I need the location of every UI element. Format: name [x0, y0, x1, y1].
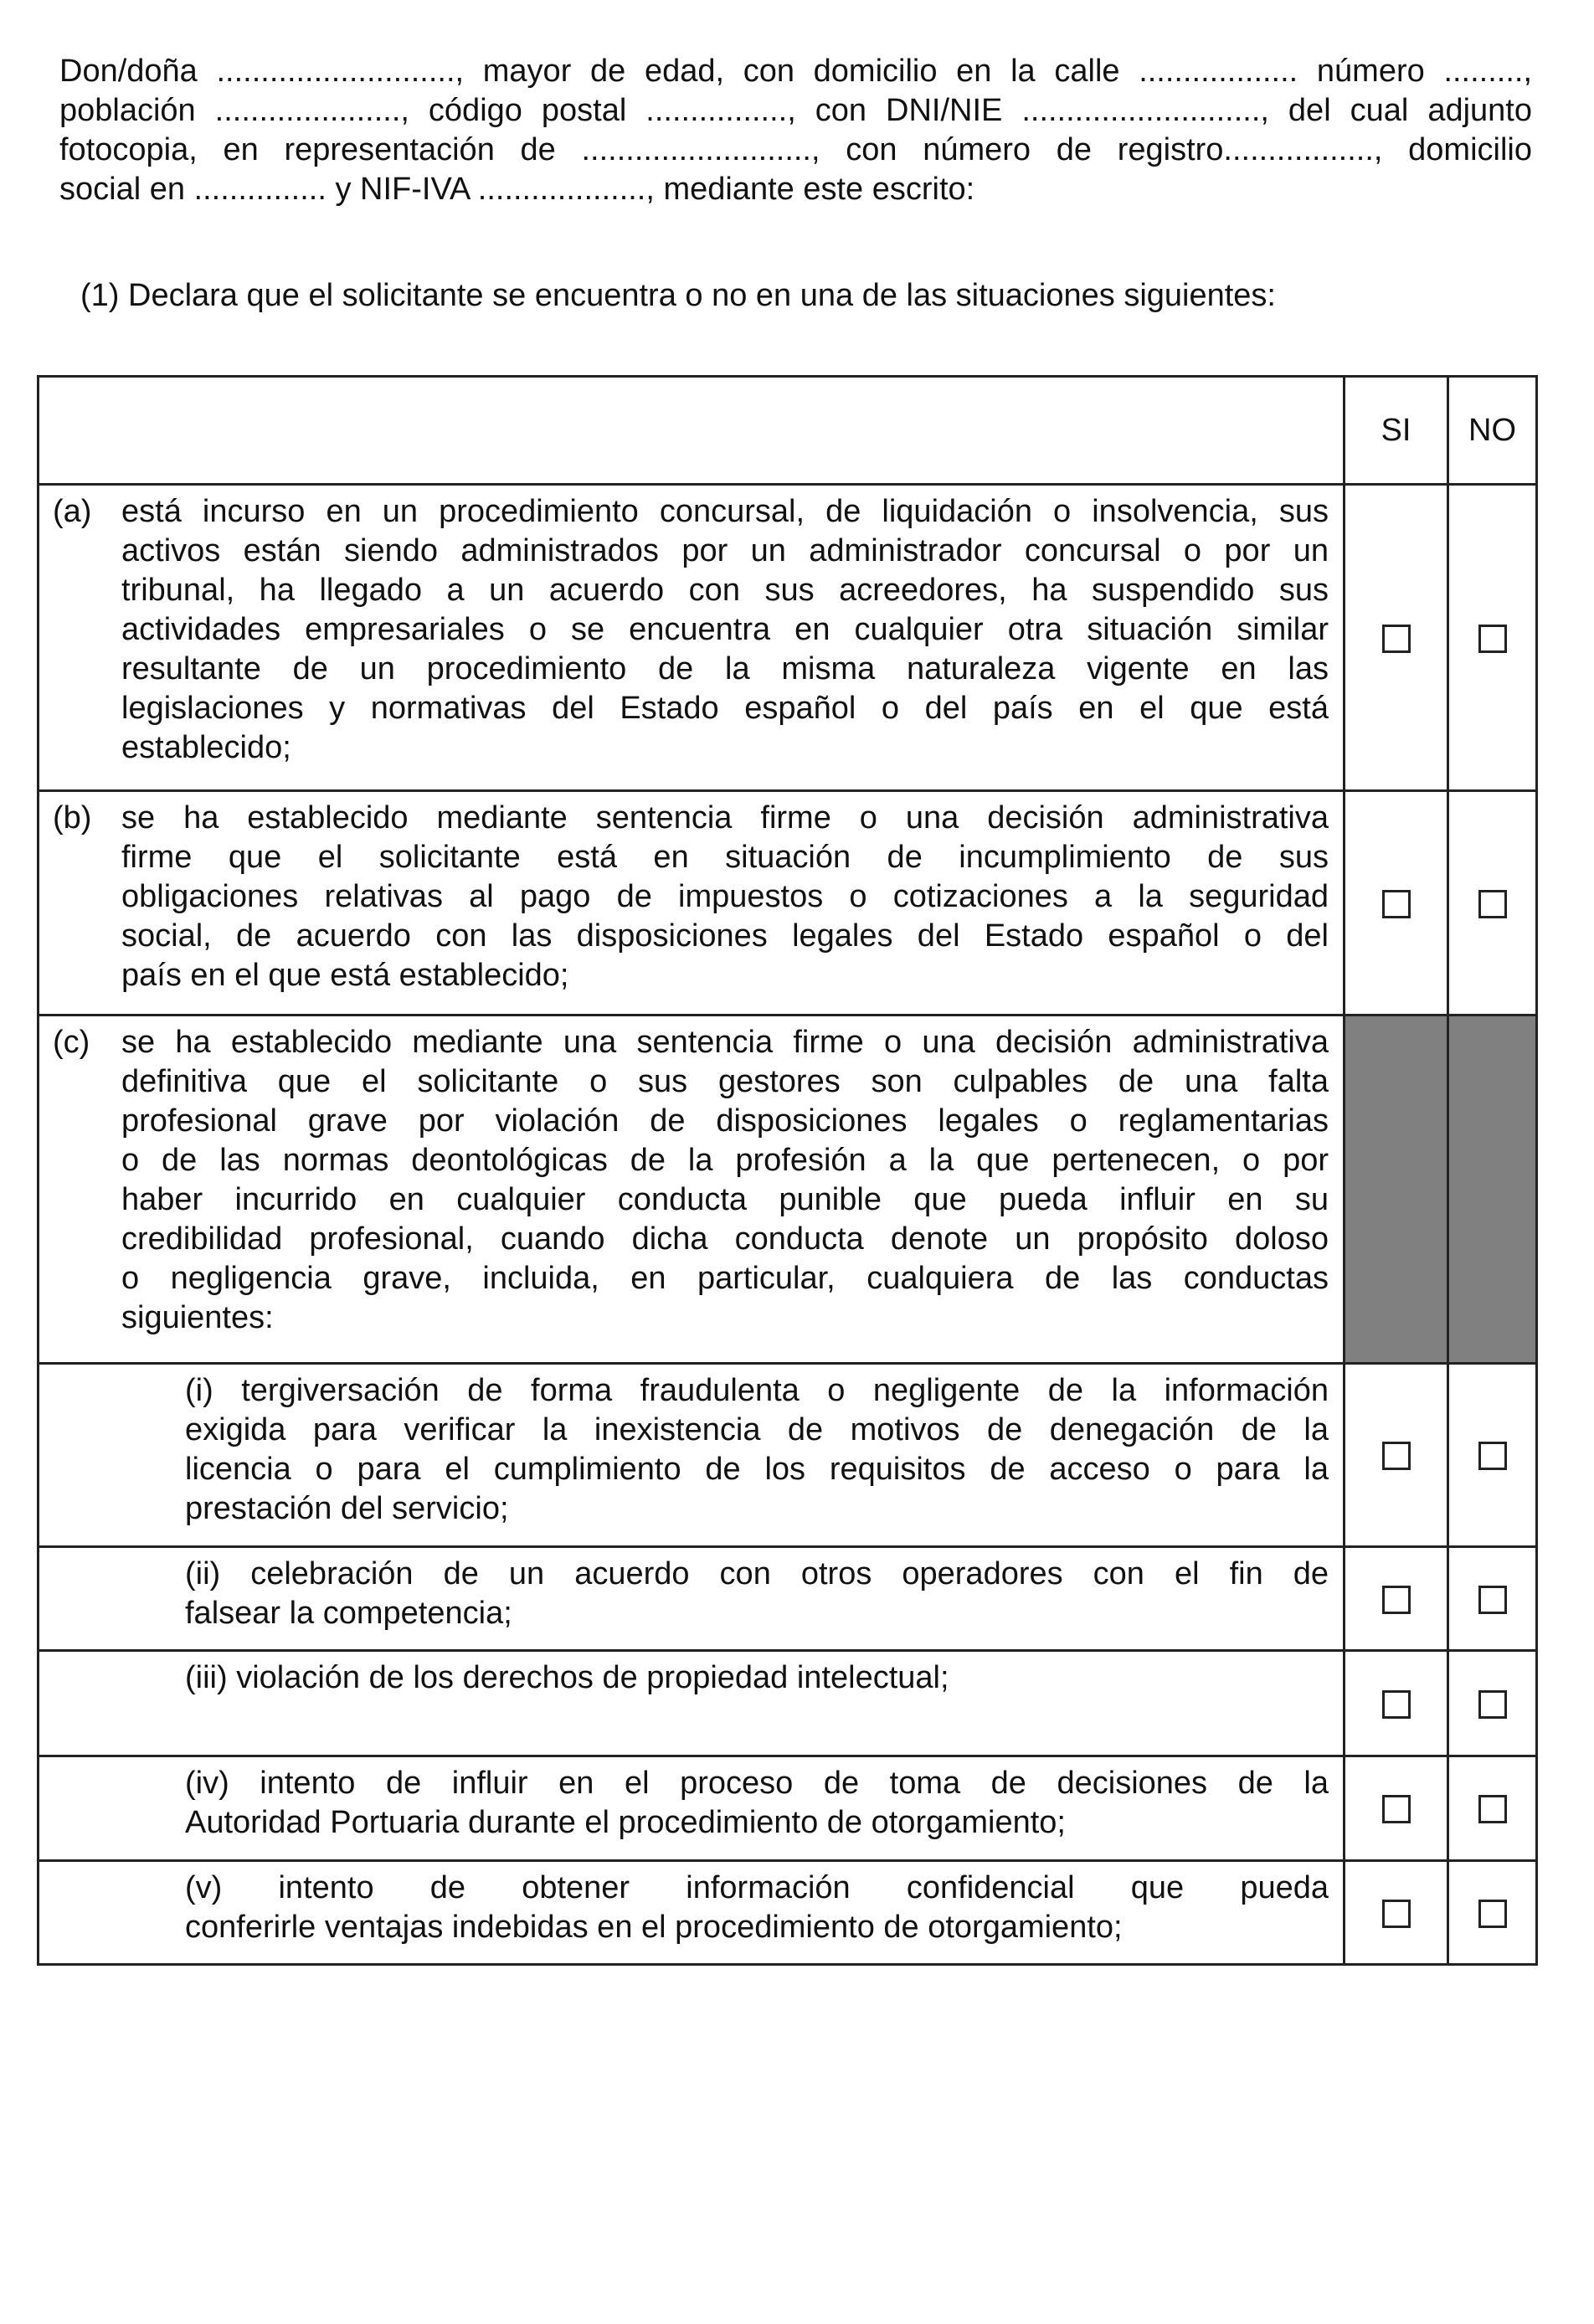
- item-text-line: resultante de un procedimiento de la misma naturaleza vigente en las: [121, 651, 1329, 686]
- checkbox-no[interactable]: [1478, 1900, 1507, 1928]
- item-text-line: conferirle ventajas indebidas en el procedimiento de otorgamiento;: [185, 1910, 1123, 1945]
- item-text-line: licencia o para el cumplimiento de los requisitos de acceso o para la: [185, 1452, 1329, 1487]
- table-row: [39, 1364, 1537, 1547]
- header-no: NO: [1448, 377, 1537, 485]
- checkbox-si[interactable]: [1382, 890, 1411, 918]
- table-header-row: [39, 377, 1537, 485]
- item-text-line: (iii) violación de los derechos de propiedad intelectual;: [185, 1660, 949, 1695]
- item-text-line: establecido;: [121, 730, 291, 765]
- item-label: (a): [53, 494, 92, 529]
- checkbox-si[interactable]: [1382, 1442, 1411, 1470]
- table-row: [39, 1861, 1537, 1965]
- cell-no: [1448, 1756, 1537, 1861]
- cell-si: [1345, 485, 1448, 791]
- checkbox-si[interactable]: [1382, 1900, 1411, 1928]
- shaded-cell-no: [1448, 1015, 1537, 1364]
- item-text-line: obligaciones relativas al pago de impuestos o cotizaciones a la seguridad: [121, 879, 1329, 914]
- situation-text-cell: [39, 791, 1345, 1015]
- declaration-heading: (1) Declara que el solicitante se encuentra o no en una de las situaciones siguientes:: [80, 278, 1276, 313]
- item-text-line: legislaciones y normativas del Estado español o del país en el que está: [121, 691, 1329, 726]
- situation-text-cell: [39, 1547, 1345, 1651]
- intro-line: social en ............... y NIF-IVA ..................., mediante este escrito:: [59, 172, 975, 207]
- item-text-line: se ha establecido mediante una sentencia firme o una decisión administrativa: [121, 1025, 1329, 1060]
- cell-si: [1345, 1547, 1448, 1651]
- situation-text-cell: [39, 1861, 1345, 1965]
- cell-no: [1448, 1651, 1537, 1756]
- item-text-line: se ha establecido mediante sentencia firme o una decisión administrativa: [121, 800, 1329, 836]
- header-blank-cell: [39, 377, 1345, 485]
- checkbox-no[interactable]: [1478, 1690, 1507, 1719]
- cell-no: [1448, 1547, 1537, 1651]
- checkbox-no[interactable]: [1478, 1795, 1507, 1823]
- checkbox-si[interactable]: [1382, 1690, 1411, 1719]
- situation-text-cell: [39, 1651, 1345, 1756]
- item-label: (c): [53, 1025, 90, 1060]
- intro-line: población ....................., código postal ................, con DNI/NIE ..........................., del cual adjunto: [59, 93, 1532, 128]
- intro-line: fotocopia, en representación de .........................., con número de registro................., domicilio: [59, 132, 1532, 167]
- table-row: [39, 791, 1537, 1015]
- item-text-line: tribunal, ha llegado a un acuerdo con sus acreedores, ha suspendido sus: [121, 573, 1329, 608]
- table-row: [39, 1651, 1537, 1756]
- item-text-line: exigida para verificar la inexistencia de motivos de denegación de la: [185, 1412, 1329, 1447]
- item-label: (b): [53, 800, 92, 836]
- cell-no: [1448, 485, 1537, 791]
- checkbox-si[interactable]: [1382, 1586, 1411, 1614]
- cell-no: [1448, 1861, 1537, 1965]
- situation-text-cell: [39, 1015, 1345, 1364]
- item-text-line: falsear la competencia;: [185, 1596, 512, 1631]
- item-text-line: (iv) intento de influir en el proceso de toma de decisiones de la: [185, 1766, 1329, 1801]
- item-text-line: siguientes:: [121, 1300, 274, 1335]
- situation-text-cell: [39, 485, 1345, 791]
- item-text-line: (i) tergiversación de forma fraudulenta o negligente de la información: [185, 1373, 1329, 1408]
- shaded-cell-si: [1345, 1015, 1448, 1364]
- checkbox-no[interactable]: [1478, 1442, 1507, 1470]
- cell-no: [1448, 1364, 1537, 1547]
- cell-no: [1448, 791, 1537, 1015]
- item-text-line: o negligencia grave, incluida, en particular, cualquiera de las conductas: [121, 1261, 1329, 1296]
- item-text-line: social, de acuerdo con las disposiciones legales del Estado español o del: [121, 918, 1329, 954]
- item-text-line: haber incurrido en cualquier conducta punible que pueda influir en su: [121, 1182, 1329, 1217]
- checkbox-no[interactable]: [1478, 1586, 1507, 1614]
- item-text-line: Autoridad Portuaria durante el procedimiento de otorgamiento;: [185, 1805, 1066, 1840]
- item-text-line: firme que el solicitante está en situación de incumplimiento de sus: [121, 840, 1329, 875]
- item-text-line: país en el que está establecido;: [121, 958, 569, 993]
- intro-line: Don/doña ..........................., mayor de edad, con domicilio en la calle .................. número .........,: [59, 54, 1532, 89]
- situation-text-cell: [39, 1756, 1345, 1861]
- item-text-line: está incurso en un procedimiento concursal, de liquidación o insolvencia, sus: [121, 494, 1329, 529]
- cell-si: [1345, 1756, 1448, 1861]
- checkbox-no[interactable]: [1478, 890, 1507, 918]
- checkbox-si[interactable]: [1382, 625, 1411, 653]
- item-text-line: o de las normas deontológicas de la profesión a la que pertenecen, o por: [121, 1143, 1329, 1178]
- checkbox-no[interactable]: [1478, 625, 1507, 653]
- checkbox-si[interactable]: [1382, 1795, 1411, 1823]
- table-row: [39, 1015, 1537, 1364]
- cell-si: [1345, 791, 1448, 1015]
- item-text-line: prestación del servicio;: [185, 1491, 509, 1526]
- item-text-line: definitiva que el solicitante o sus gestores son culpables de una falta: [121, 1064, 1329, 1099]
- item-text-line: actividades empresariales o se encuentra en cualquier otra situación similar: [121, 612, 1329, 647]
- situation-text-cell: [39, 1364, 1345, 1547]
- table-row: [39, 485, 1537, 791]
- cell-si: [1345, 1861, 1448, 1965]
- intro-paragraph: [59, 52, 1532, 209]
- item-text-line: (ii) celebración de un acuerdo con otros operadores con el fin de: [185, 1556, 1329, 1591]
- cell-si: [1345, 1651, 1448, 1756]
- declaration-table: [37, 375, 1538, 1966]
- item-text-line: (v) intento de obtener información confidencial que pueda: [185, 1870, 1329, 1905]
- item-text-line: credibilidad profesional, cuando dicha conducta denote un propósito doloso: [121, 1221, 1329, 1257]
- header-si: SI: [1345, 377, 1448, 485]
- item-text-line: activos están siendo administrados por un administrador concursal o por un: [121, 533, 1329, 568]
- table-row: [39, 1756, 1537, 1861]
- item-text-line: profesional grave por violación de disposiciones legales o reglamentarias: [121, 1103, 1329, 1139]
- table-row: [39, 1547, 1537, 1651]
- cell-si: [1345, 1364, 1448, 1547]
